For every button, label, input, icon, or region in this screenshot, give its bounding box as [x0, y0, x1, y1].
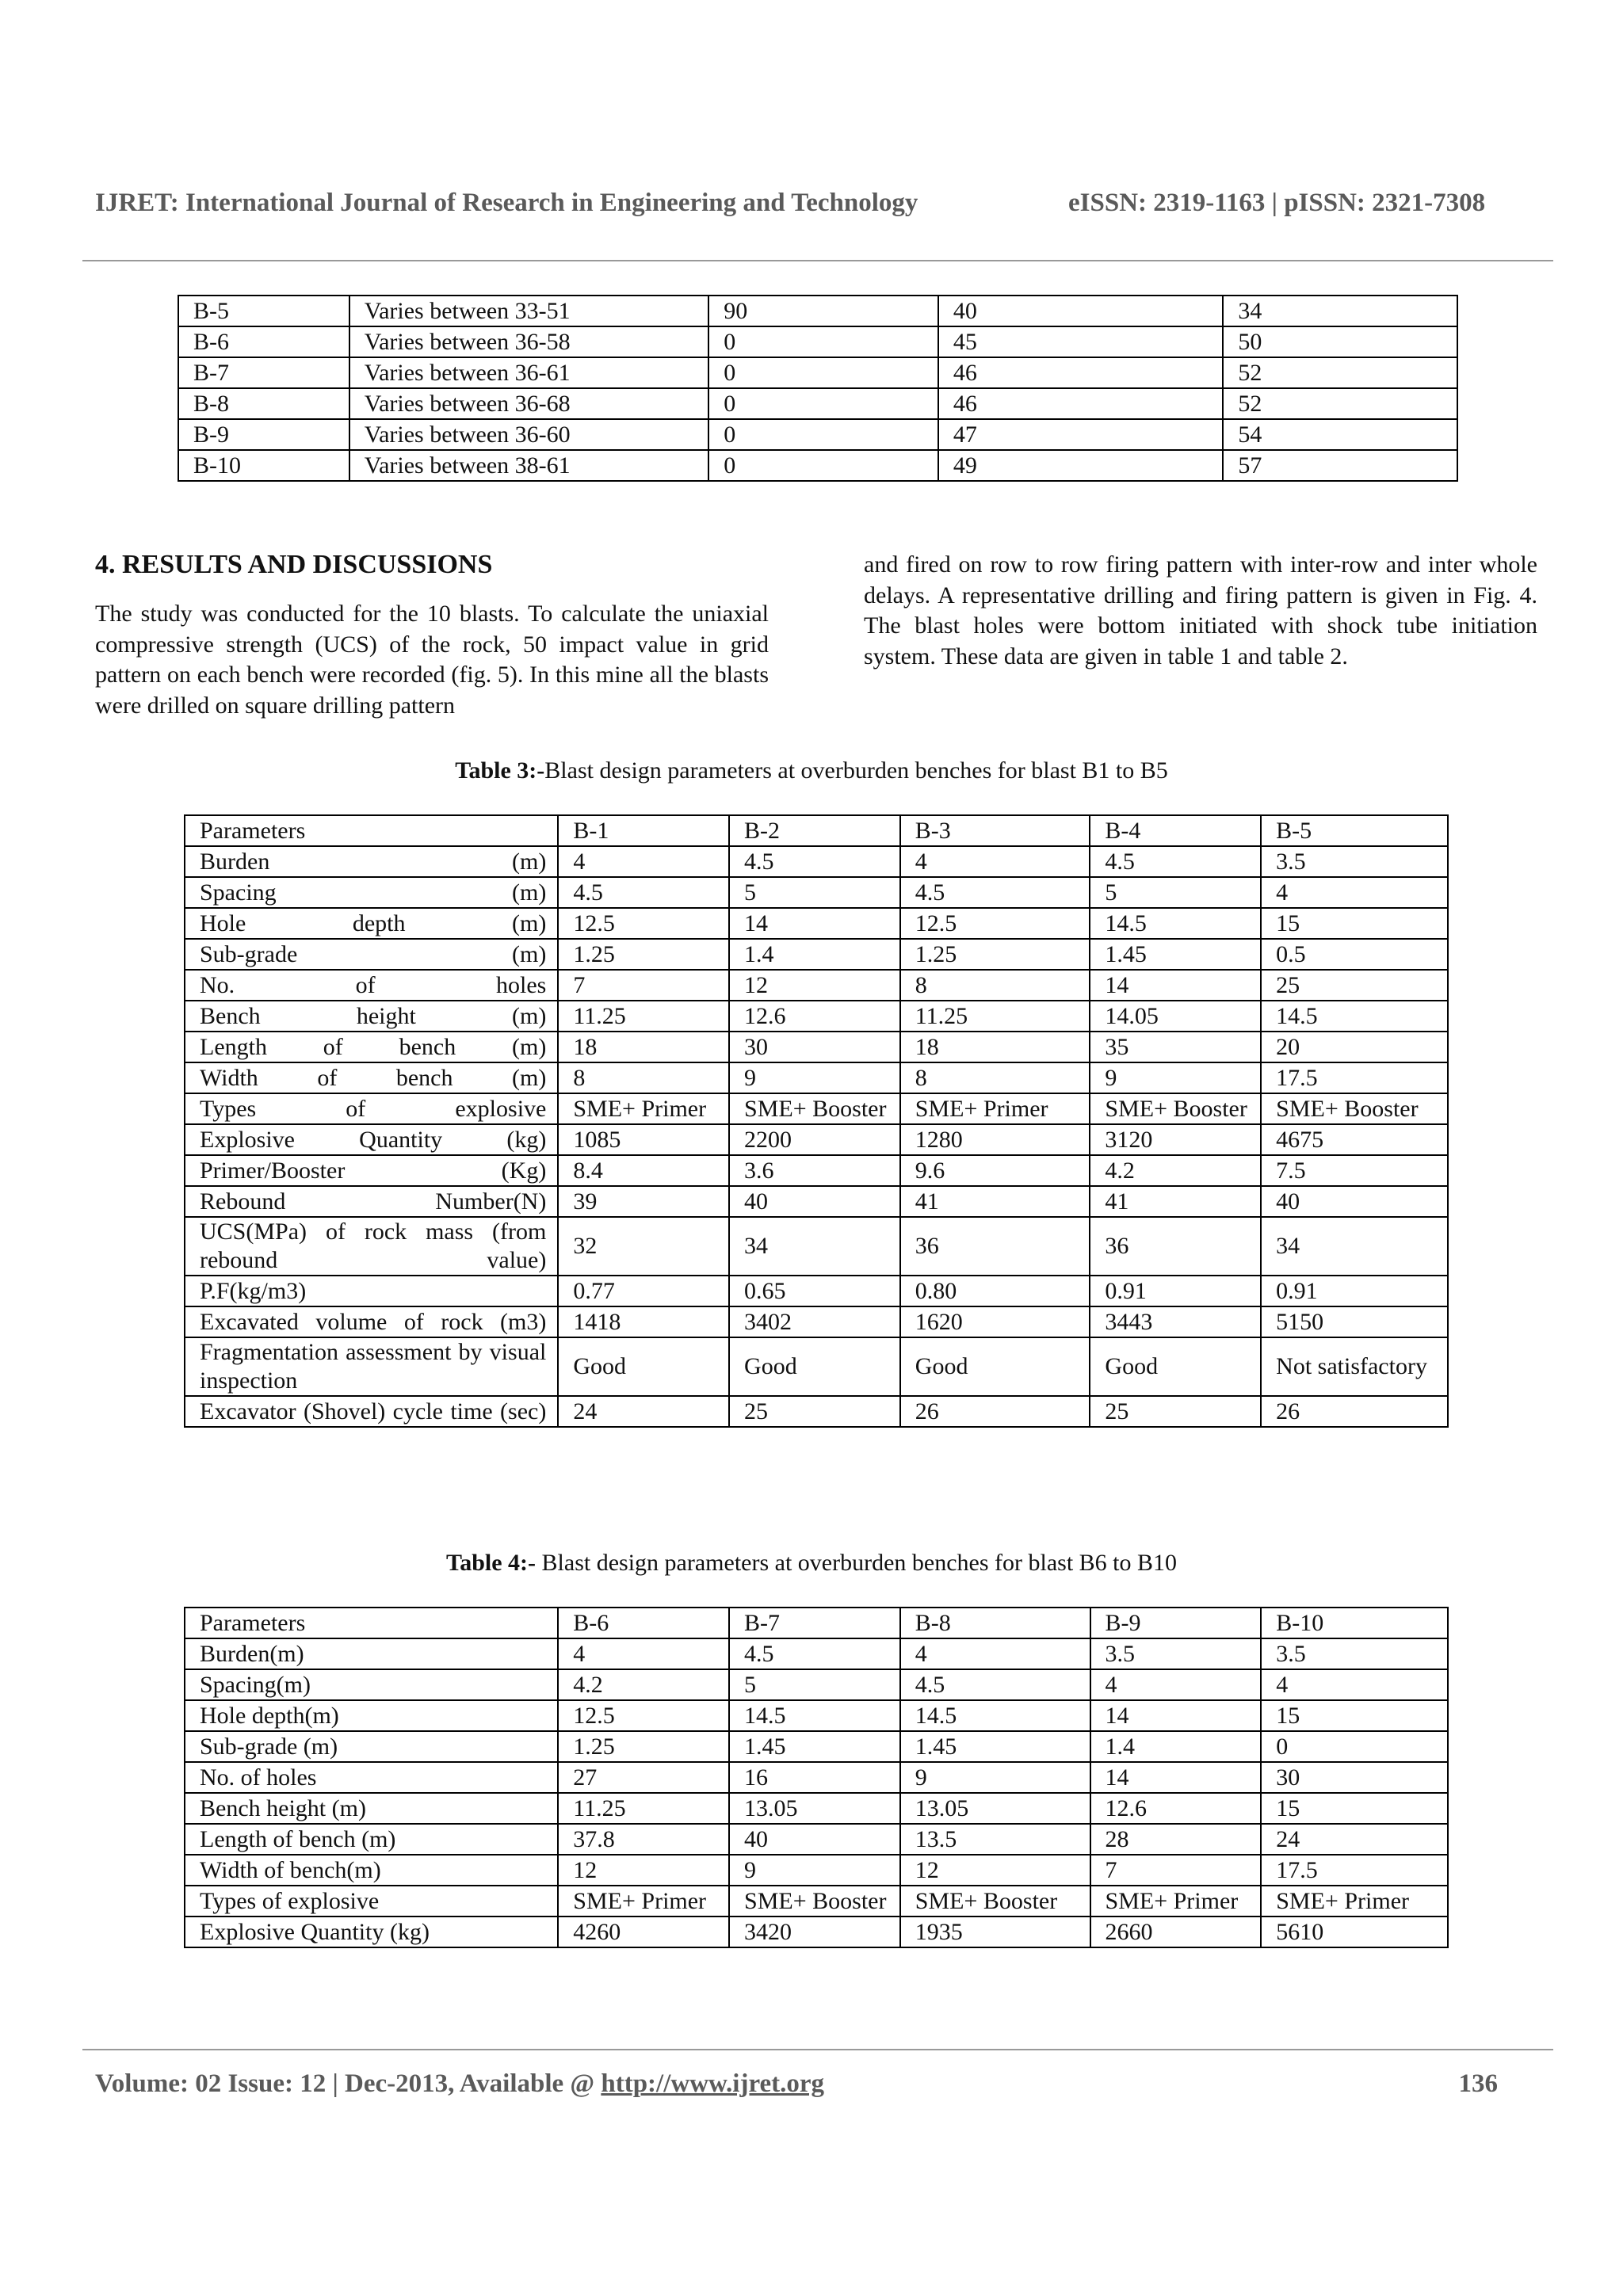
table-cell: 3.5 [1261, 846, 1448, 877]
table-cell: SME+ Booster [1261, 1093, 1448, 1124]
table-row [185, 1793, 1448, 1824]
table4-caption-text: Blast design parameters at overburden benches for blast B6 to B10 [536, 1550, 1178, 1576]
table-cell: 24 [1261, 1824, 1448, 1855]
table-cell: 0.77 [558, 1276, 729, 1306]
table-cell: 4675 [1261, 1124, 1448, 1155]
table4-caption [0, 1550, 1623, 1577]
row-label-cell: Sub-grade (m) [185, 939, 558, 970]
table-row [178, 419, 1457, 450]
table-cell: SME+ Booster [900, 1886, 1090, 1917]
table-cell: 36 [1090, 1217, 1261, 1276]
table-cell: Varies between 33-51 [349, 296, 708, 326]
table-cell: 7 [1090, 1855, 1262, 1886]
table-cell: 0 [708, 357, 938, 388]
table-cell: 25 [1090, 1396, 1261, 1427]
running-header [95, 189, 1545, 218]
table-cell: Varies between 36-68 [349, 388, 708, 419]
row-label-cell: Spacing(m) [185, 1669, 558, 1700]
table-cell: 1.45 [729, 1731, 900, 1762]
table-cell: 14.5 [1261, 1001, 1448, 1032]
table-row [185, 1124, 1448, 1155]
table-cell: 4.5 [729, 846, 900, 877]
table-cell: 36 [900, 1217, 1090, 1276]
table-cell: 14 [1090, 970, 1261, 1001]
paragraph-left: The study was conducted for the 10 blasts. To calculate the uniaxial compressive strength (UCS) of the rock, 50 impact value in grid pattern on each bench were recorded (fig. 5). In this mine all the blasts were drilled on square drilling pattern [95, 601, 769, 719]
table-cell: Good [900, 1337, 1090, 1396]
table-cell: 90 [708, 296, 938, 326]
table-cell: 9 [729, 1855, 900, 1886]
table-row [185, 1917, 1448, 1947]
row-label-cell: Explosive Quantity (kg) [185, 1124, 558, 1155]
table-cell: 0 [1261, 1731, 1448, 1762]
table-row [185, 1276, 1448, 1306]
row-label-cell: Types of explosive [185, 1886, 558, 1917]
row-label-cell: Length of bench (m) [185, 1824, 558, 1855]
row-label-cell: Hole depth(m) [185, 1700, 558, 1731]
row-label-cell: Excavator (Shovel) cycle time (sec) [185, 1396, 558, 1427]
table-cell: 5 [1090, 877, 1261, 908]
table4 [184, 1607, 1449, 1948]
row-label-cell: UCS(MPa) of rock mass (from rebound value) [185, 1217, 558, 1276]
table-cell: SME+ Booster [1090, 1093, 1261, 1124]
row-label-cell: Sub-grade (m) [185, 1731, 558, 1762]
row-label-cell: P.F(kg/m3) [185, 1276, 558, 1306]
table-cell: 4 [1261, 877, 1448, 908]
table-cell: 49 [938, 450, 1224, 481]
row-label-cell: Spacing (m) [185, 877, 558, 908]
row-label-cell: Burden (m) [185, 846, 558, 877]
table-cell: 0.65 [729, 1276, 900, 1306]
table3-caption-text: Blast design parameters at overburden benches for blast B1 to B5 [544, 757, 1168, 784]
page-footer [95, 2069, 1498, 2099]
table-cell: 0.80 [900, 1276, 1090, 1306]
table-row [185, 1337, 1448, 1396]
table-cell: 0 [708, 450, 938, 481]
row-label-cell: B-8 [178, 388, 349, 419]
table-cell: 8 [558, 1062, 729, 1093]
table-row [178, 450, 1457, 481]
table-cell: 46 [938, 357, 1224, 388]
table-cell: 7 [558, 970, 729, 1001]
section-heading: 4. RESULTS AND DISCUSSIONS [95, 550, 493, 579]
table-cell: 13.5 [900, 1824, 1090, 1855]
table-cell: SME+ Primer [1090, 1886, 1262, 1917]
table-cell: 12.6 [729, 1001, 900, 1032]
table-cell: 3.6 [729, 1155, 900, 1186]
row-label-cell: Burden(m) [185, 1638, 558, 1669]
table-cell: 7.5 [1261, 1155, 1448, 1186]
table-cell: 4.2 [1090, 1155, 1261, 1186]
table-cell: Not satisfactory [1261, 1337, 1448, 1396]
table-cell: 40 [938, 296, 1224, 326]
table-cell: B-2 [729, 815, 900, 846]
table-cell: 12.5 [558, 908, 729, 939]
table-cell: 15 [1261, 908, 1448, 939]
table-cell: SME+ Primer [1261, 1886, 1448, 1917]
table-cell: 9.6 [900, 1155, 1090, 1186]
table-cell: 14.5 [729, 1700, 900, 1731]
footer-volume: Volume: 02 Issue: 12 | Dec-2013, Available @ [95, 2069, 601, 2098]
row-label-cell: Types of explosive [185, 1093, 558, 1124]
table-cell: 9 [900, 1762, 1090, 1793]
table-row [185, 1886, 1448, 1917]
table-cell: 2200 [729, 1124, 900, 1155]
table-cell: SME+ Booster [729, 1886, 900, 1917]
table-row [185, 1762, 1448, 1793]
table-cell: 17.5 [1261, 1855, 1448, 1886]
table-cell: 18 [900, 1032, 1090, 1062]
table-cell: 1.45 [900, 1731, 1090, 1762]
table-cell: 11.25 [900, 1001, 1090, 1032]
table-row [185, 939, 1448, 970]
table-cell: 14.5 [900, 1700, 1090, 1731]
table-cell: 1418 [558, 1306, 729, 1337]
table-cell: SME+ Primer [558, 1886, 729, 1917]
table-cell: 0.5 [1261, 939, 1448, 970]
table-cell: B-3 [900, 815, 1090, 846]
issn-line: eISSN: 2319-1163 | pISSN: 2321-7308 [1068, 189, 1486, 217]
table-cell: 4 [900, 846, 1090, 877]
table-continuation [178, 295, 1458, 482]
table-row [185, 1001, 1448, 1032]
table-cell: 46 [938, 388, 1224, 419]
table-cell: 1.4 [729, 939, 900, 970]
table-cell: 12.5 [900, 908, 1090, 939]
table-cell: Varies between 36-61 [349, 357, 708, 388]
table-cell: 35 [1090, 1032, 1261, 1062]
row-label-cell: Rebound Number(N) [185, 1186, 558, 1217]
journal-title: IJRET: International Journal of Research in Engineering and Technology [95, 189, 918, 217]
table-cell: 2660 [1090, 1917, 1262, 1947]
table-cell: B-9 [1090, 1608, 1262, 1638]
table-cell: Good [729, 1337, 900, 1396]
row-label-cell: B-6 [178, 326, 349, 357]
table-row [185, 1824, 1448, 1855]
table-cell: 14 [729, 908, 900, 939]
table-cell: 4 [558, 1638, 729, 1669]
table-cell: 26 [1261, 1396, 1448, 1427]
table-cell: 50 [1223, 326, 1457, 357]
table-cell: 3120 [1090, 1124, 1261, 1155]
table-row [185, 1396, 1448, 1427]
table-cell: B-10 [1261, 1608, 1448, 1638]
row-label-cell: Bench height (m) [185, 1793, 558, 1824]
table-cell: 1.25 [558, 939, 729, 970]
table-cell: 13.05 [729, 1793, 900, 1824]
table3-caption [0, 757, 1623, 784]
table-cell: B-4 [1090, 815, 1261, 846]
table-row [178, 388, 1457, 419]
row-label-cell: Width of bench(m) [185, 1855, 558, 1886]
table-row [185, 1731, 1448, 1762]
table-cell: 4 [1090, 1669, 1262, 1700]
table-cell: 4.5 [1090, 846, 1261, 877]
table-cell: 34 [1223, 296, 1457, 326]
table-cell: 3420 [729, 1917, 900, 1947]
table-cell: 15 [1261, 1793, 1448, 1824]
table-cell: 1085 [558, 1124, 729, 1155]
table-cell: 5 [729, 877, 900, 908]
table-cell: B-1 [558, 815, 729, 846]
table-cell: 3443 [1090, 1306, 1261, 1337]
row-label-cell: Hole depth (m) [185, 908, 558, 939]
table-cell: 1935 [900, 1917, 1090, 1947]
table3-caption-label: Table 3:- [455, 757, 545, 784]
table-cell: 27 [558, 1762, 729, 1793]
table-cell: 12 [729, 970, 900, 1001]
table-row [185, 908, 1448, 939]
table-cell: 32 [558, 1217, 729, 1276]
table-cell: 12.6 [1090, 1793, 1262, 1824]
table-row [185, 815, 1448, 846]
table-cell: 47 [938, 419, 1224, 450]
table-cell: 5610 [1261, 1917, 1448, 1947]
table-cell: 4 [558, 846, 729, 877]
table-cell: 4.5 [729, 1638, 900, 1669]
table-cell: 1620 [900, 1306, 1090, 1337]
table-cell: 5150 [1261, 1306, 1448, 1337]
table-cell: 1.25 [900, 939, 1090, 970]
table-cell: 0 [708, 326, 938, 357]
table-row [185, 970, 1448, 1001]
table-cell: 34 [729, 1217, 900, 1276]
table-row [185, 1638, 1448, 1669]
table-cell: 3.5 [1090, 1638, 1262, 1669]
table-cell: 12.5 [558, 1700, 729, 1731]
table-cell: 1.25 [558, 1731, 729, 1762]
table-cell: 5 [729, 1669, 900, 1700]
table-cell: 45 [938, 326, 1224, 357]
table-cell: Varies between 36-60 [349, 419, 708, 450]
table-row [185, 1155, 1448, 1186]
table-cell: 24 [558, 1396, 729, 1427]
table-row [185, 846, 1448, 877]
table-cell: 1.4 [1090, 1731, 1262, 1762]
row-label-cell: Explosive Quantity (kg) [185, 1917, 558, 1947]
table-cell: 11.25 [558, 1001, 729, 1032]
row-label-cell: Excavated volume of rock (m3) [185, 1306, 558, 1337]
footer-rule [82, 2049, 1553, 2050]
table-cell: 1.45 [1090, 939, 1261, 970]
table-cell: 57 [1223, 450, 1457, 481]
table-cell: 26 [900, 1396, 1090, 1427]
table-cell: 3402 [729, 1306, 900, 1337]
row-label-cell: Width of bench (m) [185, 1062, 558, 1093]
header-rule [82, 260, 1553, 261]
table-cell: 14.05 [1090, 1001, 1261, 1032]
table-cell: 40 [729, 1186, 900, 1217]
table-cell: 37.8 [558, 1824, 729, 1855]
table-cell: 30 [1261, 1762, 1448, 1793]
table-row [185, 1608, 1448, 1638]
row-label-cell: B-9 [178, 419, 349, 450]
table-cell: 9 [729, 1062, 900, 1093]
table-cell: 14 [1090, 1762, 1262, 1793]
table-cell: 52 [1223, 388, 1457, 419]
table-cell: 0.91 [1261, 1276, 1448, 1306]
table-cell: 4 [900, 1638, 1090, 1669]
table-cell: Good [1090, 1337, 1261, 1396]
paragraph-right: and fired on row to row firing pattern with inter-row and inter whole delays. A representative drilling and firing pattern is given in Fig. 4. The blast holes were bottom initiated with shock tube initiation system. These data are given in table 1 and table 2. [864, 551, 1537, 669]
table-cell: 1280 [900, 1124, 1090, 1155]
table-cell: 15 [1261, 1700, 1448, 1731]
table-cell: 3.5 [1261, 1638, 1448, 1669]
row-label-cell: Length of bench (m) [185, 1032, 558, 1062]
table-cell: 16 [729, 1762, 900, 1793]
table-cell: 30 [729, 1032, 900, 1062]
table-cell: B-5 [1261, 815, 1448, 846]
table-row [178, 326, 1457, 357]
table-cell: 39 [558, 1186, 729, 1217]
table-cell: Varies between 36-58 [349, 326, 708, 357]
row-label-cell: B-10 [178, 450, 349, 481]
table-row [185, 1217, 1448, 1276]
table-cell: 0 [708, 419, 938, 450]
table-cell: 41 [1090, 1186, 1261, 1217]
table-cell: 4260 [558, 1917, 729, 1947]
row-label-cell: Primer/Booster (Kg) [185, 1155, 558, 1186]
table-cell: 34 [1261, 1217, 1448, 1276]
table-row [185, 1700, 1448, 1731]
journal-link[interactable]: http://www.ijret.org [601, 2069, 825, 2098]
table-cell: 4 [1261, 1669, 1448, 1700]
table-cell: 4.5 [558, 877, 729, 908]
table-row [185, 1306, 1448, 1337]
table-row [178, 296, 1457, 326]
table-cell: SME+ Primer [558, 1093, 729, 1124]
table-cell: 12 [558, 1855, 729, 1886]
row-label-cell: Bench height (m) [185, 1001, 558, 1032]
table-cell: 0.91 [1090, 1276, 1261, 1306]
table-cell: B-7 [729, 1608, 900, 1638]
table-cell: 8 [900, 1062, 1090, 1093]
row-label-cell: Parameters [185, 815, 558, 846]
table-cell: 4.2 [558, 1669, 729, 1700]
table-cell: 25 [729, 1396, 900, 1427]
table-row [185, 1186, 1448, 1217]
table-cell: 0 [708, 388, 938, 419]
table-cell: 14 [1090, 1700, 1262, 1731]
page-number: 136 [1458, 2069, 1498, 2098]
table-cell: 28 [1090, 1824, 1262, 1855]
table-cell: Varies between 38-61 [349, 450, 708, 481]
table-cell: 20 [1261, 1032, 1448, 1062]
row-label-cell: B-5 [178, 296, 349, 326]
table-row [178, 357, 1457, 388]
table-cell: 12 [900, 1855, 1090, 1886]
table-cell: 40 [729, 1824, 900, 1855]
table-cell: 25 [1261, 970, 1448, 1001]
table-cell: SME+ Booster [729, 1093, 900, 1124]
row-label-cell: No. of holes [185, 1762, 558, 1793]
table-row [185, 1669, 1448, 1700]
table-row [185, 877, 1448, 908]
table-cell: 4.5 [900, 877, 1090, 908]
table3 [184, 814, 1449, 1428]
table-row [185, 1032, 1448, 1062]
table-cell: 18 [558, 1032, 729, 1062]
row-label-cell: Fragmentation assessment by visual inspection [185, 1337, 558, 1396]
row-label-cell: B-7 [178, 357, 349, 388]
table-cell: 40 [1261, 1186, 1448, 1217]
table-cell: SME+ Primer [900, 1093, 1090, 1124]
table-cell: 41 [900, 1186, 1090, 1217]
table-cell: 52 [1223, 357, 1457, 388]
table-cell: 4.5 [900, 1669, 1090, 1700]
row-label-cell: No. of holes [185, 970, 558, 1001]
table-cell: B-8 [900, 1608, 1090, 1638]
table-cell: 14.5 [1090, 908, 1261, 939]
table-cell: B-6 [558, 1608, 729, 1638]
table-row [185, 1855, 1448, 1886]
table-row [185, 1062, 1448, 1093]
row-label-cell: Parameters [185, 1608, 558, 1638]
table4-caption-label: Table 4:- [445, 1550, 537, 1576]
table-cell: 17.5 [1261, 1062, 1448, 1093]
table-cell: Good [558, 1337, 729, 1396]
table-cell: 11.25 [558, 1793, 729, 1824]
table-cell: 54 [1223, 419, 1457, 450]
table-cell: 13.05 [900, 1793, 1090, 1824]
table-cell: 9 [1090, 1062, 1261, 1093]
table-cell: 8 [900, 970, 1090, 1001]
table-cell: 8.4 [558, 1155, 729, 1186]
table-row [185, 1093, 1448, 1124]
